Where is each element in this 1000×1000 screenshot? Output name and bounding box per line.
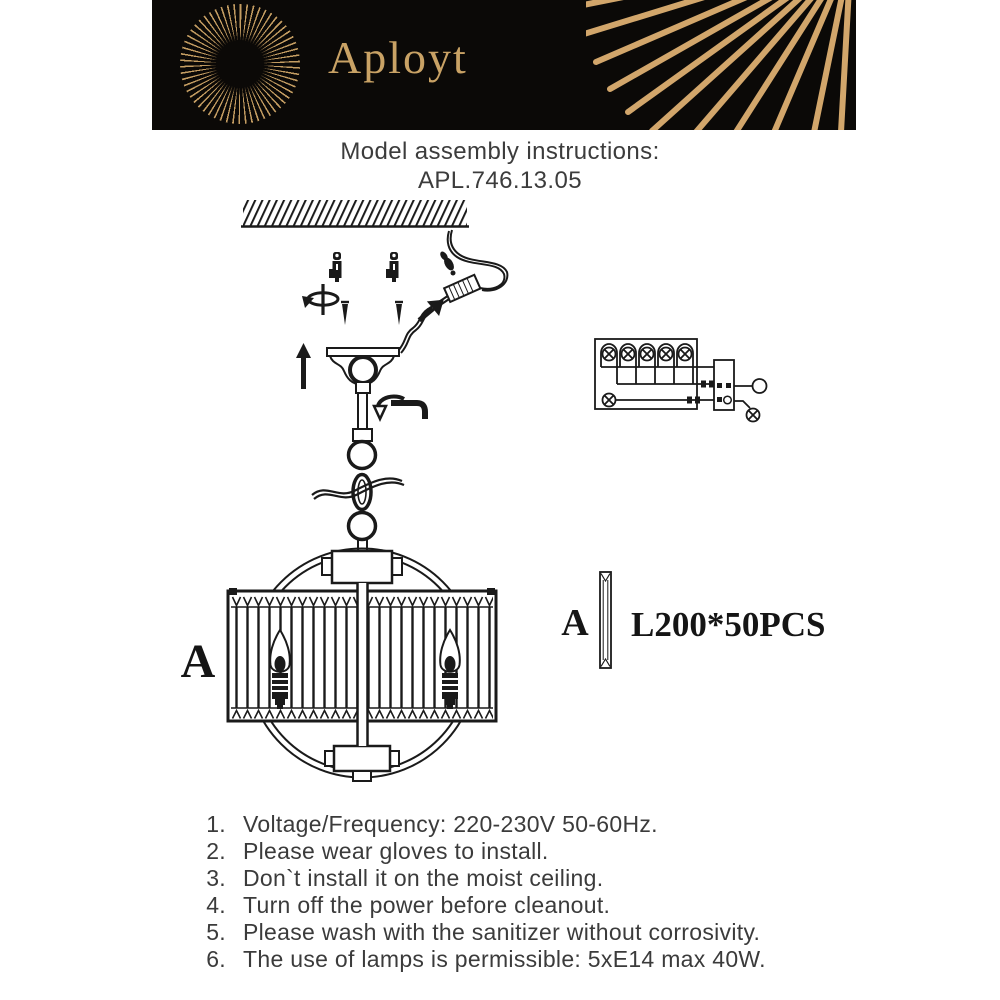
rotate-icon bbox=[302, 284, 338, 315]
corner-rays-icon bbox=[586, 0, 856, 130]
instruction-number: 2. bbox=[206, 838, 226, 864]
instruction-number: 1. bbox=[206, 811, 226, 837]
instruction-item bbox=[198, 892, 766, 919]
instruction-text: Voltage/Frequency: 220-230V 50-60Hz. bbox=[243, 811, 658, 837]
ceiling-canopy bbox=[327, 348, 399, 393]
chandelier bbox=[228, 549, 496, 782]
instruction-number: 5. bbox=[206, 919, 226, 945]
bottom-connector bbox=[334, 746, 390, 771]
hook-icon bbox=[374, 397, 425, 419]
legend-spec: L200*50PCS bbox=[631, 605, 826, 644]
candle-bulb-right bbox=[440, 630, 460, 709]
instructions-list bbox=[198, 811, 766, 973]
power-wire bbox=[312, 478, 404, 499]
sunburst-logo-icon bbox=[180, 4, 300, 124]
model-number: APL.746.13.05 bbox=[417, 167, 582, 194]
crystal-rod-icon bbox=[600, 572, 611, 668]
instruction-text: Please wash with the sanitizer without corrosivity. bbox=[243, 919, 761, 945]
page-title: Model assembly instructions: bbox=[340, 138, 660, 165]
central-rod bbox=[358, 583, 368, 746]
suspension-chain bbox=[349, 393, 376, 553]
instruction-item bbox=[198, 811, 766, 838]
instruction-number: 6. bbox=[206, 946, 226, 972]
instruction-item bbox=[198, 865, 766, 892]
wall-anchor-icons bbox=[329, 252, 399, 282]
header-banner bbox=[152, 0, 856, 130]
instruction-text: Don`t install it on the moist ceiling. bbox=[243, 865, 604, 891]
instruction-text: Please wear gloves to install. bbox=[243, 838, 549, 864]
part-label: A bbox=[180, 635, 216, 688]
crystal-legend bbox=[561, 572, 825, 668]
ceiling-hatch bbox=[241, 200, 469, 227]
wiring-schematic bbox=[595, 339, 767, 422]
instruction-number: 4. bbox=[206, 892, 226, 918]
instruction-item bbox=[198, 919, 766, 946]
instruction-text: The use of lamps is permissible: 5xE14 max 40W. bbox=[243, 946, 766, 972]
top-connector bbox=[332, 551, 392, 583]
round-frame bbox=[248, 549, 477, 778]
install-arrow-icon bbox=[413, 292, 450, 327]
brand-wordmark: Aployt bbox=[328, 32, 468, 83]
instruction-item bbox=[198, 946, 766, 973]
terminal-connector bbox=[398, 230, 507, 353]
candle-bulb-left bbox=[270, 630, 290, 709]
instruction-item bbox=[198, 838, 766, 865]
crystal-shade bbox=[228, 588, 496, 721]
legend-label: A bbox=[561, 602, 589, 644]
title-block bbox=[0, 137, 1000, 195]
screw-icons bbox=[341, 302, 403, 325]
instruction-number: 3. bbox=[206, 865, 226, 891]
up-arrow-icon bbox=[296, 343, 311, 389]
instruction-text: Turn off the power before cleanout. bbox=[243, 892, 611, 918]
